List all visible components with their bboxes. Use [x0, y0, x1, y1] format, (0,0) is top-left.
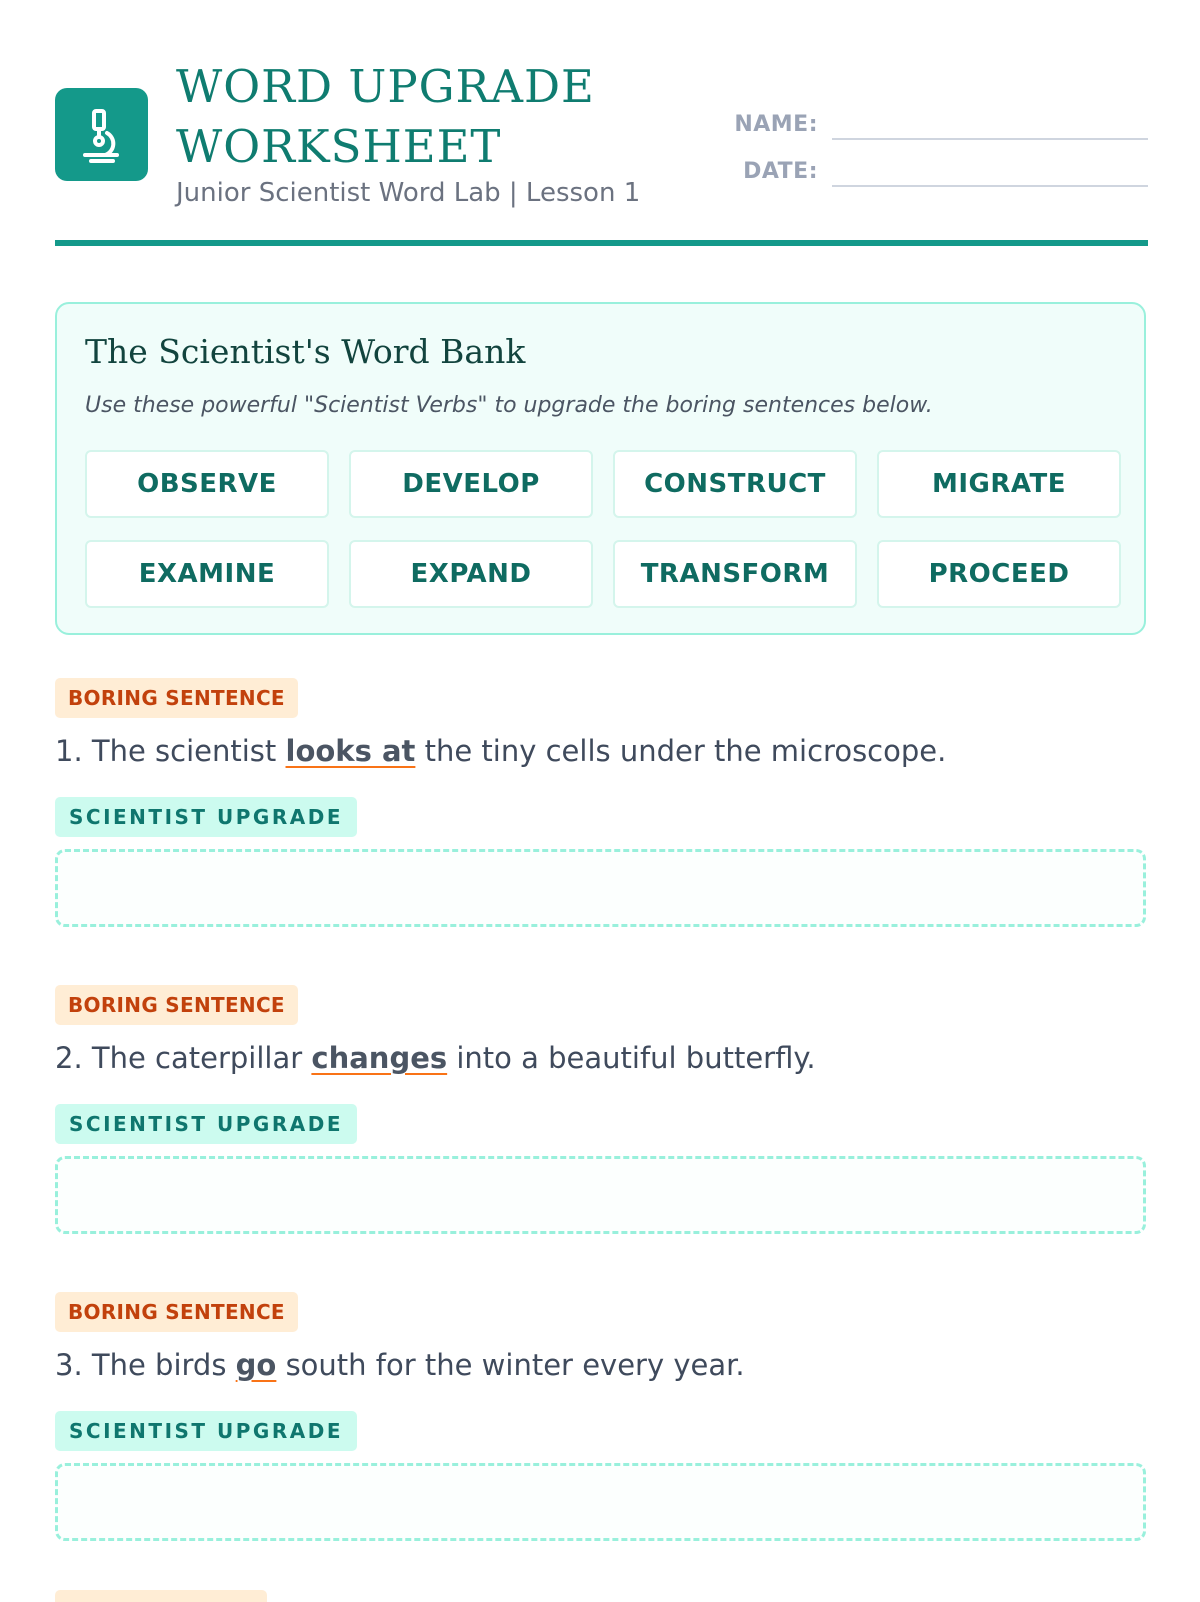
name-label: NAME: — [734, 112, 818, 137]
exercise-2 — [55, 985, 1148, 1136]
microscope-icon — [55, 88, 148, 181]
word-chip: MIGRATE — [877, 450, 1121, 518]
sentence-number: 2. — [55, 1041, 83, 1075]
answer-box[interactable] — [55, 1156, 1146, 1234]
sentence-before: The scientist — [91, 734, 277, 768]
boring-sentence — [55, 1348, 745, 1382]
word-chip: PROCEED — [877, 540, 1121, 608]
word-bank-title: The Scientist's Word Bank — [85, 332, 526, 371]
name-field-row — [728, 93, 1148, 140]
scientist-upgrade-tag: SCIENTIST UPGRADE — [55, 1104, 357, 1144]
boring-sentence — [55, 1041, 816, 1075]
word-chip: EXPAND — [349, 540, 593, 608]
target-verb: changes — [311, 1041, 448, 1075]
word-chip: TRANSFORM — [613, 540, 857, 608]
sentence-after: the tiny cells under the microscope. — [424, 734, 947, 768]
boring-sentence-tag: BORING SENTENCE — [55, 678, 298, 718]
target-verb: looks at — [285, 734, 416, 768]
next-exercise-tag-edge — [55, 1590, 267, 1602]
sentence-after: into a beautiful butterfly. — [456, 1041, 816, 1075]
word-chip: CONSTRUCT — [613, 450, 857, 518]
boring-sentence-tag: BORING SENTENCE — [55, 1292, 298, 1332]
answer-box[interactable] — [55, 849, 1146, 927]
sentence-before: The birds — [91, 1348, 227, 1382]
sentence-number: 3. — [55, 1348, 83, 1382]
date-label: DATE: — [743, 159, 818, 184]
scientist-upgrade-tag: SCIENTIST UPGRADE — [55, 1411, 357, 1451]
page-title: WORD UPGRADE WORKSHEET — [176, 60, 595, 173]
target-verb: go — [235, 1348, 277, 1382]
exercise-1 — [55, 678, 1148, 829]
worksheet-header — [55, 55, 1148, 243]
word-chip: DEVELOP — [349, 450, 593, 518]
sentence-after: south for the winter every year. — [285, 1348, 745, 1382]
answer-box[interactable] — [55, 1463, 1146, 1541]
word-bank-instruction: Use these powerful "Scientist Verbs" to upgrade the boring sentences below. — [85, 393, 933, 418]
word-chip: EXAMINE — [85, 540, 329, 608]
page-subtitle: Junior Scientist Word Lab | Lesson 1 — [176, 178, 641, 208]
boring-sentence — [55, 734, 946, 768]
word-bank-chips — [85, 450, 1117, 608]
word-bank — [55, 302, 1146, 635]
header-divider — [55, 240, 1148, 246]
student-info-fields — [728, 93, 1148, 187]
sentence-number: 1. — [55, 734, 83, 768]
scientist-upgrade-tag: SCIENTIST UPGRADE — [55, 797, 357, 837]
word-chip: OBSERVE — [85, 450, 329, 518]
date-field-row — [728, 140, 1148, 187]
sentence-before: The caterpillar — [91, 1041, 303, 1075]
name-field[interactable] — [832, 108, 1148, 140]
exercise-3 — [55, 1292, 1148, 1443]
date-field[interactable] — [832, 155, 1148, 187]
boring-sentence-tag: BORING SENTENCE — [55, 985, 298, 1025]
